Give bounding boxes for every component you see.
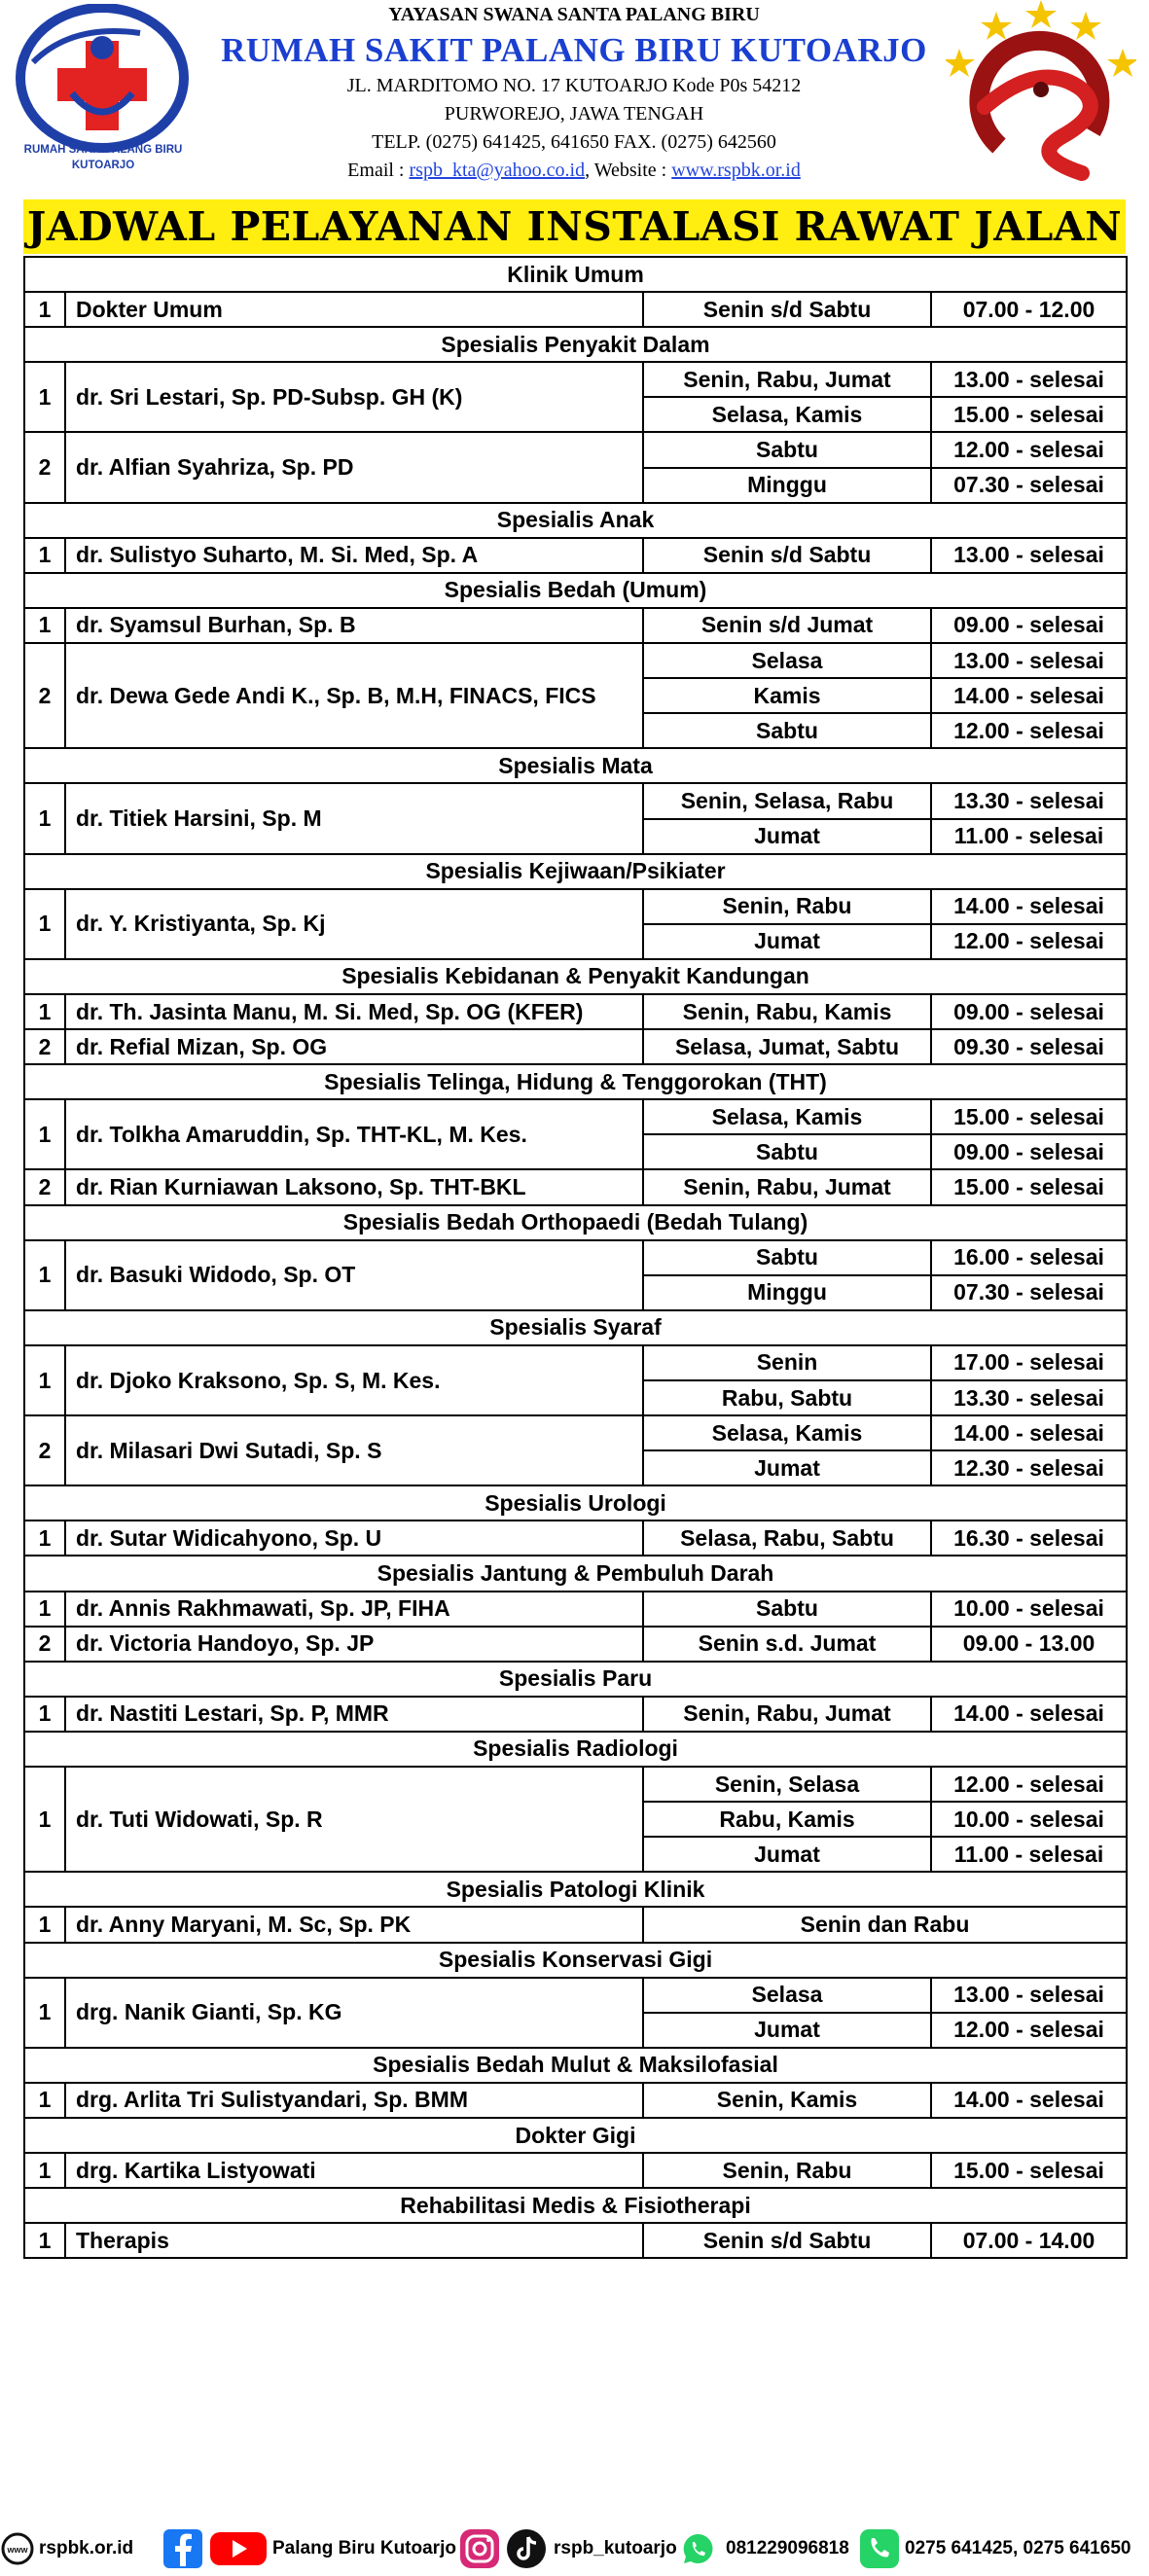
practice-days: Senin, Rabu, Jumat — [643, 1697, 931, 1732]
section-title: Spesialis Bedah Orthopaedi (Bedah Tulang) — [24, 1205, 1127, 1240]
row-number: 1 — [24, 1240, 65, 1310]
schedule-table — [23, 256, 1128, 2259]
doctor-name: dr. Syamsul Burhan, Sp. B — [65, 608, 643, 643]
table-row — [24, 889, 1127, 924]
section-title: Spesialis Kebidanan & Penyakit Kandungan — [24, 959, 1127, 994]
practice-hours: 12.00 - selesai — [931, 713, 1127, 748]
doctor-name: dr. Djoko Kraksono, Sp. S, M. Kes. — [65, 1345, 643, 1415]
section-title: Spesialis Urologi — [24, 1485, 1127, 1521]
footer-social[interactable] — [162, 2522, 456, 2576]
section-header-row — [24, 959, 1127, 994]
section-title: Spesialis Mata — [24, 748, 1127, 783]
practice-hours: 09.00 - 13.00 — [931, 1627, 1127, 1662]
section-header-row — [24, 1485, 1127, 1521]
row-number: 2 — [24, 432, 65, 502]
section-header-row — [24, 2188, 1127, 2223]
footer-whatsapp-text: 081229096818 — [726, 2538, 849, 2558]
section-header-row — [24, 748, 1127, 783]
section-title: Spesialis Paru — [24, 1662, 1127, 1697]
whatsapp-icon — [681, 2531, 716, 2566]
section-title: Klinik Umum — [24, 257, 1127, 292]
row-number: 1 — [24, 538, 65, 573]
doctor-name: dr. Alfian Syahriza, Sp. PD — [65, 432, 643, 502]
practice-days: Rabu, Kamis — [643, 1802, 931, 1837]
practice-hours: 07.00 - 14.00 — [931, 2223, 1127, 2258]
table-row — [24, 1345, 1127, 1380]
section-header-row — [24, 1556, 1127, 1591]
practice-days: Jumat — [643, 924, 931, 959]
table-row — [24, 783, 1127, 818]
doctor-name: drg. Kartika Listyowati — [65, 2153, 643, 2188]
section-title: Spesialis Syaraf — [24, 1310, 1127, 1345]
section-title: Spesialis Bedah Mulut & Maksilofasial — [24, 2048, 1127, 2083]
doctor-name: dr. Anny Maryani, M. Sc, Sp. PK — [65, 1907, 643, 1942]
practice-days: Selasa — [643, 1978, 931, 2013]
practice-days: Jumat — [643, 1837, 931, 1872]
practice-days: Selasa, Kamis — [643, 397, 931, 432]
practice-days: Jumat — [643, 1450, 931, 1485]
practice-days: Senin s/d Sabtu — [643, 2223, 931, 2258]
practice-days: Jumat — [643, 819, 931, 854]
table-row — [24, 1240, 1127, 1275]
practice-days: Selasa, Jumat, Sabtu — [643, 1029, 931, 1064]
row-number: 1 — [24, 1592, 65, 1627]
section-title: Rehabilitasi Medis & Fisiotherapi — [24, 2188, 1127, 2223]
section-title: Spesialis Kejiwaan/Psikiater — [24, 854, 1127, 889]
practice-days: Selasa, Kamis — [643, 1415, 931, 1450]
practice-days: Minggu — [643, 1275, 931, 1310]
practice-days: Senin, Kamis — [643, 2083, 931, 2118]
section-title: Spesialis Anak — [24, 503, 1127, 538]
table-row — [24, 2153, 1127, 2188]
email-website-line: Email : rspb_kta@yahoo.co.id, Website : www.rspbk.or.id — [347, 160, 801, 181]
doctor-name: dr. Y. Kristiyanta, Sp. Kj — [65, 889, 643, 959]
practice-days: Sabtu — [643, 713, 931, 748]
section-title: Spesialis Patologi Klinik — [24, 1872, 1127, 1907]
row-number: 1 — [24, 889, 65, 959]
practice-hours: 07.30 - selesai — [931, 468, 1127, 503]
footer-contacts — [0, 2522, 1149, 2576]
website-link[interactable]: www.rspbk.or.id — [671, 160, 801, 181]
practice-days: Jumat — [643, 2013, 931, 2048]
section-header-row — [24, 1310, 1127, 1345]
section-header-row — [24, 2048, 1127, 2083]
practice-days: Sabtu — [643, 432, 931, 467]
practice-days: Senin, Selasa, Rabu — [643, 783, 931, 818]
table-row — [24, 1029, 1127, 1064]
practice-days: Senin — [643, 1345, 931, 1380]
section-title: Spesialis Jantung & Pembuluh Darah — [24, 1556, 1127, 1591]
table-row — [24, 994, 1127, 1029]
section-title: Spesialis Penyakit Dalam — [24, 327, 1127, 362]
doctor-name: dr. Tolkha Amaruddin, Sp. THT-KL, M. Kes. — [65, 1099, 643, 1169]
globe-icon — [0, 2531, 35, 2566]
practice-hours: 12.00 - selesai — [931, 924, 1127, 959]
table-row — [24, 1592, 1127, 1627]
footer-handle-text: rspb_kutoarjo — [554, 2538, 677, 2558]
row-number: 1 — [24, 1697, 65, 1732]
practice-days: Senin, Rabu — [643, 889, 931, 924]
section-header-row — [24, 2118, 1127, 2153]
section-title: Spesialis Bedah (Umum) — [24, 573, 1127, 608]
row-number: 1 — [24, 2083, 65, 2118]
logo-caption: RUMAH SAKIT PALANG BIRU KUTOARJO — [23, 144, 183, 171]
table-row — [24, 2083, 1127, 2118]
practice-hours: 14.00 - selesai — [931, 1415, 1127, 1450]
table-row — [24, 432, 1127, 467]
practice-hours: 12.30 - selesai — [931, 1450, 1127, 1485]
row-number: 1 — [24, 362, 65, 432]
practice-hours: 12.00 - selesai — [931, 2013, 1127, 2048]
section-header-row — [24, 1872, 1127, 1907]
section-title: Spesialis Telinga, Hidung & Tenggorokan (THT) — [24, 1064, 1127, 1099]
letterhead-text — [209, 0, 939, 185]
practice-hours: 12.00 - selesai — [931, 1767, 1127, 1802]
section-header-row — [24, 257, 1127, 292]
practice-days: Senin dan Rabu — [643, 1907, 1127, 1942]
doctor-name: Dokter Umum — [65, 292, 643, 327]
svg-text:www: www — [7, 2545, 28, 2555]
doctor-name: Therapis — [65, 2223, 643, 2258]
practice-hours: 13.00 - selesai — [931, 643, 1127, 678]
doctor-name: dr. Victoria Handoyo, Sp. JP — [65, 1627, 643, 1662]
table-row — [24, 362, 1127, 397]
schedule-title: JADWAL PELAYANAN INSTALASI RAWAT JALAN — [23, 199, 1126, 254]
doctor-name: dr. Rian Kurniawan Laksono, Sp. THT-BKL — [65, 1169, 643, 1204]
table-row — [24, 1978, 1127, 2013]
row-number: 1 — [24, 783, 65, 853]
table-row — [24, 1521, 1127, 1556]
table-row — [24, 1767, 1127, 1802]
table-row — [24, 643, 1127, 678]
practice-hours: 09.00 - selesai — [931, 994, 1127, 1029]
section-title: Spesialis Radiologi — [24, 1732, 1127, 1767]
doctor-name: dr. Titiek Harsini, Sp. M — [65, 783, 643, 853]
practice-hours: 13.00 - selesai — [931, 538, 1127, 573]
practice-hours: 14.00 - selesai — [931, 678, 1127, 713]
practice-days: Sabtu — [643, 1134, 931, 1169]
row-number: 1 — [24, 1521, 65, 1556]
email-link[interactable]: rspb_kta@yahoo.co.id — [409, 160, 586, 181]
doctor-name: drg. Nanik Gianti, Sp. KG — [65, 1978, 643, 2048]
section-header-row — [24, 327, 1127, 362]
phone-line: TELP. (0275) 641425, 641650 FAX. (0275) 642560 — [372, 131, 776, 153]
practice-days: Senin, Rabu, Jumat — [643, 362, 931, 397]
table-row — [24, 2223, 1127, 2258]
practice-hours: 15.00 - selesai — [931, 2153, 1127, 2188]
practice-days: Sabtu — [643, 1240, 931, 1275]
table-row — [24, 1169, 1127, 1204]
practice-hours: 07.00 - 12.00 — [931, 292, 1127, 327]
table-row — [24, 1415, 1127, 1450]
doctor-name: dr. Sulistyo Suharto, M. Si. Med, Sp. A — [65, 538, 643, 573]
footer-social-handle[interactable] — [458, 2522, 677, 2576]
section-header-row — [24, 1205, 1127, 1240]
address-line-2: PURWOREJO, JAWA TENGAH — [444, 103, 704, 125]
practice-days: Selasa — [643, 643, 931, 678]
practice-hours: 09.00 - selesai — [931, 1134, 1127, 1169]
table-row — [24, 292, 1127, 327]
practice-days: Senin s/d Sabtu — [643, 292, 931, 327]
practice-days: Senin s/d Jumat — [643, 608, 931, 643]
address-line-1: JL. MARDITOMO NO. 17 KUTOARJO Kode P0s 54212 — [346, 75, 802, 96]
letterhead — [0, 0, 1149, 199]
practice-hours: 07.30 - selesai — [931, 1275, 1127, 1310]
practice-days: Sabtu — [643, 1592, 931, 1627]
doctor-name: dr. Annis Rakhmawati, Sp. JP, FIHA — [65, 1592, 643, 1627]
row-number: 2 — [24, 643, 65, 748]
practice-hours: 14.00 - selesai — [931, 2083, 1127, 2118]
section-header-row — [24, 854, 1127, 889]
doctor-name: dr. Sri Lestari, Sp. PD-Subsp. GH (K) — [65, 362, 643, 432]
row-number: 2 — [24, 1415, 65, 1485]
table-row — [24, 1627, 1127, 1662]
table-row — [24, 538, 1127, 573]
doctor-name: dr. Milasari Dwi Sutadi, Sp. S — [65, 1415, 643, 1485]
row-number: 2 — [24, 1627, 65, 1662]
instagram-icon — [458, 2527, 501, 2570]
doctor-name: dr. Dewa Gede Andi K., Sp. B, M.H, FINACS, FICS — [65, 643, 643, 748]
section-title: Spesialis Konservasi Gigi — [24, 1943, 1127, 1978]
practice-hours: 17.00 - selesai — [931, 1345, 1127, 1380]
table-row — [24, 608, 1127, 643]
section-header-row — [24, 1943, 1127, 1978]
practice-hours: 13.30 - selesai — [931, 1380, 1127, 1415]
row-number: 1 — [24, 292, 65, 327]
youtube-icon — [208, 2527, 269, 2570]
practice-hours: 15.00 - selesai — [931, 397, 1127, 432]
practice-days: Senin, Rabu — [643, 2153, 931, 2188]
practice-days: Minggu — [643, 468, 931, 503]
practice-hours: 10.00 - selesai — [931, 1802, 1127, 1837]
doctor-name: dr. Tuti Widowati, Sp. R — [65, 1767, 643, 1872]
table-row — [24, 1697, 1127, 1732]
practice-hours: 13.30 - selesai — [931, 783, 1127, 818]
row-number: 1 — [24, 1345, 65, 1415]
footer-phones[interactable] — [858, 2522, 1131, 2576]
practice-days: Rabu, Sabtu — [643, 1380, 931, 1415]
row-number: 1 — [24, 1099, 65, 1169]
row-number: 1 — [24, 1978, 65, 2048]
practice-hours: 13.00 - selesai — [931, 1978, 1127, 2013]
doctor-name: drg. Arlita Tri Sulistyandari, Sp. BMM — [65, 2083, 643, 2118]
row-number: 1 — [24, 1767, 65, 1872]
doctor-name: dr. Refial Mizan, Sp. OG — [65, 1029, 643, 1064]
practice-days: Senin, Selasa — [643, 1767, 931, 1802]
practice-days: Selasa, Rabu, Sabtu — [643, 1521, 931, 1556]
practice-days: Kamis — [643, 678, 931, 713]
practice-hours: 09.30 - selesai — [931, 1029, 1127, 1064]
foundation-name: YAYASAN SWANA SANTA PALANG BIRU — [388, 4, 760, 25]
table-row — [24, 1907, 1127, 1942]
row-number: 2 — [24, 1169, 65, 1204]
practice-hours: 15.00 - selesai — [931, 1169, 1127, 1204]
practice-hours: 13.00 - selesai — [931, 362, 1127, 397]
hospital-name: RUMAH SAKIT PALANG BIRU KUTOARJO — [221, 31, 927, 69]
practice-hours: 10.00 - selesai — [931, 1592, 1127, 1627]
footer-phones-text: 0275 641425, 0275 641650 — [905, 2538, 1131, 2558]
section-header-row — [24, 1064, 1127, 1099]
practice-hours: 11.00 - selesai — [931, 819, 1127, 854]
practice-days: Senin, Rabu, Kamis — [643, 994, 931, 1029]
practice-hours: 14.00 - selesai — [931, 889, 1127, 924]
section-header-row — [24, 1662, 1127, 1697]
practice-hours: 16.00 - selesai — [931, 1240, 1127, 1275]
practice-days: Selasa, Kamis — [643, 1099, 931, 1134]
section-title: Dokter Gigi — [24, 2118, 1127, 2153]
doctor-name: dr. Basuki Widodo, Sp. OT — [65, 1240, 643, 1310]
practice-hours: 11.00 - selesai — [931, 1837, 1127, 1872]
facebook-icon — [162, 2527, 204, 2570]
practice-hours: 15.00 - selesai — [931, 1099, 1127, 1134]
practice-days: Senin, Rabu, Jumat — [643, 1169, 931, 1204]
section-header-row — [24, 1732, 1127, 1767]
phone-icon — [858, 2527, 901, 2570]
practice-hours: 09.00 - selesai — [931, 608, 1127, 643]
accreditation-logo-icon — [946, 0, 1136, 185]
section-header-row — [24, 503, 1127, 538]
row-number: 1 — [24, 2153, 65, 2188]
row-number: 1 — [24, 2223, 65, 2258]
footer-website-text: rspbk.or.id — [39, 2538, 134, 2558]
row-number: 1 — [24, 608, 65, 643]
doctor-name: dr. Th. Jasinta Manu, M. Si. Med, Sp. OG (KFER) — [65, 994, 643, 1029]
practice-days: Senin s/d Sabtu — [643, 538, 931, 573]
row-number: 2 — [24, 1029, 65, 1064]
doctor-name: dr. Nastiti Lestari, Sp. P, MMR — [65, 1697, 643, 1732]
section-header-row — [24, 573, 1127, 608]
practice-hours: 16.30 - selesai — [931, 1521, 1127, 1556]
footer-social-name: Palang Biru Kutoarjo — [272, 2538, 456, 2558]
footer-whatsapp[interactable] — [681, 2522, 849, 2576]
practice-hours: 14.00 - selesai — [931, 1697, 1127, 1732]
practice-hours: 12.00 - selesai — [931, 432, 1127, 467]
footer-website[interactable] — [0, 2522, 133, 2576]
practice-days: Senin s.d. Jumat — [643, 1627, 931, 1662]
row-number: 1 — [24, 994, 65, 1029]
tiktok-icon — [505, 2527, 548, 2570]
doctor-name: dr. Sutar Widicahyono, Sp. U — [65, 1521, 643, 1556]
row-number: 1 — [24, 1907, 65, 1942]
table-row — [24, 1099, 1127, 1134]
